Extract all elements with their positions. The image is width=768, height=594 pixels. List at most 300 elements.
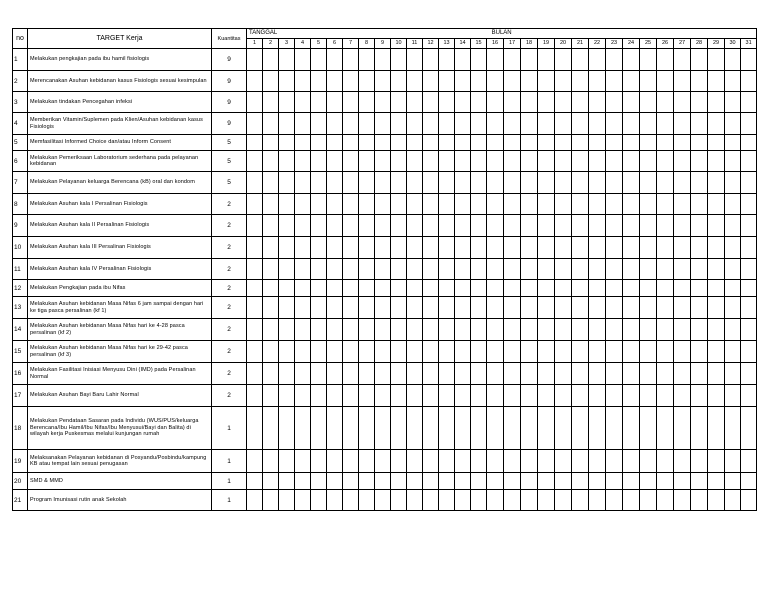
day-cell[interactable] — [343, 280, 359, 297]
day-cell[interactable] — [521, 92, 538, 113]
day-cell[interactable] — [691, 341, 708, 363]
day-cell[interactable] — [555, 237, 572, 259]
day-cell[interactable] — [295, 135, 311, 151]
day-cell[interactable] — [375, 135, 391, 151]
day-cell[interactable] — [439, 341, 455, 363]
day-cell[interactable] — [708, 92, 725, 113]
day-cell[interactable] — [455, 280, 471, 297]
day-cell[interactable] — [606, 49, 623, 71]
day-cell[interactable] — [471, 194, 487, 215]
day-cell[interactable] — [725, 385, 741, 407]
day-cell[interactable] — [521, 341, 538, 363]
day-cell[interactable] — [471, 363, 487, 385]
day-cell[interactable] — [555, 113, 572, 135]
day-cell[interactable] — [375, 151, 391, 172]
day-cell[interactable] — [487, 92, 504, 113]
day-cell[interactable] — [691, 71, 708, 92]
day-cell[interactable] — [311, 172, 327, 194]
day-cell[interactable] — [487, 194, 504, 215]
day-cell[interactable] — [487, 490, 504, 511]
day-cell[interactable] — [279, 363, 295, 385]
day-cell[interactable] — [521, 490, 538, 511]
day-cell[interactable] — [391, 215, 407, 237]
day-cell[interactable] — [311, 473, 327, 490]
day-cell[interactable] — [279, 194, 295, 215]
day-cell[interactable] — [725, 49, 741, 71]
day-cell[interactable] — [725, 215, 741, 237]
day-cell[interactable] — [521, 135, 538, 151]
day-cell[interactable] — [674, 172, 691, 194]
day-cell[interactable] — [407, 49, 423, 71]
day-cell[interactable] — [589, 319, 606, 341]
day-cell[interactable] — [572, 407, 589, 450]
day-cell[interactable] — [572, 172, 589, 194]
day-cell[interactable] — [741, 259, 757, 280]
day-cell[interactable] — [343, 194, 359, 215]
day-cell[interactable] — [247, 151, 263, 172]
day-cell[interactable] — [708, 194, 725, 215]
day-cell[interactable] — [423, 194, 439, 215]
day-cell[interactable] — [247, 113, 263, 135]
day-cell[interactable] — [657, 151, 674, 172]
day-cell[interactable] — [538, 407, 555, 450]
day-cell[interactable] — [439, 363, 455, 385]
day-cell[interactable] — [343, 259, 359, 280]
day-cell[interactable] — [407, 215, 423, 237]
day-cell[interactable] — [263, 341, 279, 363]
day-cell[interactable] — [555, 92, 572, 113]
day-cell[interactable] — [327, 280, 343, 297]
day-cell[interactable] — [375, 450, 391, 473]
day-cell[interactable] — [359, 151, 375, 172]
day-cell[interactable] — [343, 71, 359, 92]
day-cell[interactable] — [589, 71, 606, 92]
day-cell[interactable] — [623, 280, 640, 297]
day-cell[interactable] — [674, 194, 691, 215]
day-cell[interactable] — [674, 92, 691, 113]
day-cell[interactable] — [725, 237, 741, 259]
day-cell[interactable] — [674, 49, 691, 71]
day-cell[interactable] — [343, 215, 359, 237]
day-cell[interactable] — [572, 259, 589, 280]
day-cell[interactable] — [407, 194, 423, 215]
day-cell[interactable] — [247, 237, 263, 259]
day-cell[interactable] — [708, 385, 725, 407]
day-cell[interactable] — [725, 319, 741, 341]
day-cell[interactable] — [327, 113, 343, 135]
day-cell[interactable] — [487, 319, 504, 341]
day-cell[interactable] — [407, 297, 423, 319]
day-cell[interactable] — [640, 92, 657, 113]
day-cell[interactable] — [295, 92, 311, 113]
day-cell[interactable] — [623, 151, 640, 172]
day-cell[interactable] — [247, 49, 263, 71]
day-cell[interactable] — [487, 297, 504, 319]
day-cell[interactable] — [521, 319, 538, 341]
day-cell[interactable] — [295, 297, 311, 319]
day-cell[interactable] — [439, 194, 455, 215]
day-cell[interactable] — [263, 319, 279, 341]
day-cell[interactable] — [623, 363, 640, 385]
day-cell[interactable] — [279, 341, 295, 363]
day-cell[interactable] — [391, 319, 407, 341]
day-cell[interactable] — [455, 259, 471, 280]
day-cell[interactable] — [572, 280, 589, 297]
day-cell[interactable] — [708, 280, 725, 297]
day-cell[interactable] — [606, 450, 623, 473]
day-cell[interactable] — [555, 319, 572, 341]
day-cell[interactable] — [657, 259, 674, 280]
day-cell[interactable] — [589, 407, 606, 450]
day-cell[interactable] — [606, 385, 623, 407]
day-cell[interactable] — [311, 280, 327, 297]
day-cell[interactable] — [359, 259, 375, 280]
day-cell[interactable] — [504, 280, 521, 297]
day-cell[interactable] — [311, 135, 327, 151]
day-cell[interactable] — [263, 49, 279, 71]
day-cell[interactable] — [606, 259, 623, 280]
day-cell[interactable] — [359, 319, 375, 341]
day-cell[interactable] — [725, 407, 741, 450]
day-cell[interactable] — [708, 297, 725, 319]
day-cell[interactable] — [606, 363, 623, 385]
day-cell[interactable] — [657, 215, 674, 237]
day-cell[interactable] — [708, 259, 725, 280]
day-cell[interactable] — [691, 280, 708, 297]
day-cell[interactable] — [375, 407, 391, 450]
day-cell[interactable] — [327, 490, 343, 511]
day-cell[interactable] — [407, 237, 423, 259]
day-cell[interactable] — [439, 71, 455, 92]
day-cell[interactable] — [674, 450, 691, 473]
day-cell[interactable] — [407, 473, 423, 490]
day-cell[interactable] — [657, 92, 674, 113]
day-cell[interactable] — [657, 473, 674, 490]
day-cell[interactable] — [327, 151, 343, 172]
day-cell[interactable] — [708, 135, 725, 151]
day-cell[interactable] — [311, 92, 327, 113]
day-cell[interactable] — [623, 341, 640, 363]
day-cell[interactable] — [708, 172, 725, 194]
day-cell[interactable] — [343, 319, 359, 341]
day-cell[interactable] — [391, 135, 407, 151]
day-cell[interactable] — [555, 215, 572, 237]
day-cell[interactable] — [640, 259, 657, 280]
day-cell[interactable] — [725, 113, 741, 135]
day-cell[interactable] — [555, 450, 572, 473]
day-cell[interactable] — [455, 319, 471, 341]
day-cell[interactable] — [741, 280, 757, 297]
day-cell[interactable] — [504, 297, 521, 319]
day-cell[interactable] — [538, 135, 555, 151]
day-cell[interactable] — [407, 259, 423, 280]
day-cell[interactable] — [538, 237, 555, 259]
day-cell[interactable] — [391, 259, 407, 280]
day-cell[interactable] — [606, 92, 623, 113]
day-cell[interactable] — [741, 473, 757, 490]
day-cell[interactable] — [391, 473, 407, 490]
day-cell[interactable] — [279, 172, 295, 194]
day-cell[interactable] — [657, 385, 674, 407]
day-cell[interactable] — [263, 151, 279, 172]
day-cell[interactable] — [471, 341, 487, 363]
day-cell[interactable] — [674, 341, 691, 363]
day-cell[interactable] — [487, 71, 504, 92]
day-cell[interactable] — [455, 363, 471, 385]
day-cell[interactable] — [455, 341, 471, 363]
day-cell[interactable] — [471, 490, 487, 511]
day-cell[interactable] — [311, 194, 327, 215]
day-cell[interactable] — [657, 363, 674, 385]
day-cell[interactable] — [487, 113, 504, 135]
day-cell[interactable] — [327, 172, 343, 194]
day-cell[interactable] — [623, 297, 640, 319]
day-cell[interactable] — [247, 490, 263, 511]
day-cell[interactable] — [359, 341, 375, 363]
day-cell[interactable] — [295, 151, 311, 172]
day-cell[interactable] — [504, 113, 521, 135]
day-cell[interactable] — [439, 280, 455, 297]
day-cell[interactable] — [295, 450, 311, 473]
day-cell[interactable] — [538, 341, 555, 363]
day-cell[interactable] — [455, 135, 471, 151]
day-cell[interactable] — [311, 341, 327, 363]
day-cell[interactable] — [327, 341, 343, 363]
day-cell[interactable] — [725, 280, 741, 297]
day-cell[interactable] — [725, 194, 741, 215]
day-cell[interactable] — [657, 71, 674, 92]
day-cell[interactable] — [521, 71, 538, 92]
day-cell[interactable] — [691, 363, 708, 385]
day-cell[interactable] — [725, 135, 741, 151]
day-cell[interactable] — [279, 259, 295, 280]
day-cell[interactable] — [295, 280, 311, 297]
day-cell[interactable] — [691, 172, 708, 194]
day-cell[interactable] — [555, 49, 572, 71]
day-cell[interactable] — [247, 473, 263, 490]
day-cell[interactable] — [263, 237, 279, 259]
day-cell[interactable] — [311, 259, 327, 280]
day-cell[interactable] — [295, 259, 311, 280]
day-cell[interactable] — [657, 490, 674, 511]
day-cell[interactable] — [691, 473, 708, 490]
day-cell[interactable] — [391, 172, 407, 194]
day-cell[interactable] — [471, 237, 487, 259]
day-cell[interactable] — [640, 215, 657, 237]
day-cell[interactable] — [455, 473, 471, 490]
day-cell[interactable] — [423, 297, 439, 319]
day-cell[interactable] — [606, 341, 623, 363]
day-cell[interactable] — [504, 172, 521, 194]
day-cell[interactable] — [359, 113, 375, 135]
day-cell[interactable] — [504, 71, 521, 92]
day-cell[interactable] — [407, 151, 423, 172]
day-cell[interactable] — [343, 237, 359, 259]
day-cell[interactable] — [589, 135, 606, 151]
day-cell[interactable] — [657, 319, 674, 341]
day-cell[interactable] — [640, 194, 657, 215]
day-cell[interactable] — [555, 172, 572, 194]
day-cell[interactable] — [589, 215, 606, 237]
day-cell[interactable] — [555, 407, 572, 450]
day-cell[interactable] — [487, 135, 504, 151]
day-cell[interactable] — [455, 450, 471, 473]
day-cell[interactable] — [343, 407, 359, 450]
day-cell[interactable] — [640, 280, 657, 297]
day-cell[interactable] — [589, 363, 606, 385]
day-cell[interactable] — [572, 297, 589, 319]
day-cell[interactable] — [263, 113, 279, 135]
day-cell[interactable] — [295, 363, 311, 385]
day-cell[interactable] — [589, 237, 606, 259]
day-cell[interactable] — [741, 237, 757, 259]
day-cell[interactable] — [674, 151, 691, 172]
day-cell[interactable] — [279, 113, 295, 135]
day-cell[interactable] — [674, 237, 691, 259]
day-cell[interactable] — [623, 215, 640, 237]
day-cell[interactable] — [327, 450, 343, 473]
day-cell[interactable] — [279, 280, 295, 297]
day-cell[interactable] — [439, 92, 455, 113]
day-cell[interactable] — [572, 450, 589, 473]
day-cell[interactable] — [455, 385, 471, 407]
day-cell[interactable] — [555, 259, 572, 280]
day-cell[interactable] — [263, 135, 279, 151]
day-cell[interactable] — [263, 194, 279, 215]
day-cell[interactable] — [407, 113, 423, 135]
day-cell[interactable] — [263, 490, 279, 511]
day-cell[interactable] — [741, 297, 757, 319]
day-cell[interactable] — [455, 297, 471, 319]
day-cell[interactable] — [359, 135, 375, 151]
day-cell[interactable] — [725, 473, 741, 490]
day-cell[interactable] — [455, 215, 471, 237]
day-cell[interactable] — [657, 341, 674, 363]
day-cell[interactable] — [407, 385, 423, 407]
day-cell[interactable] — [471, 92, 487, 113]
day-cell[interactable] — [455, 172, 471, 194]
day-cell[interactable] — [471, 113, 487, 135]
day-cell[interactable] — [487, 473, 504, 490]
day-cell[interactable] — [606, 215, 623, 237]
day-cell[interactable] — [327, 194, 343, 215]
day-cell[interactable] — [471, 49, 487, 71]
day-cell[interactable] — [640, 407, 657, 450]
day-cell[interactable] — [343, 385, 359, 407]
day-cell[interactable] — [439, 49, 455, 71]
day-cell[interactable] — [295, 113, 311, 135]
day-cell[interactable] — [327, 363, 343, 385]
day-cell[interactable] — [555, 363, 572, 385]
day-cell[interactable] — [521, 237, 538, 259]
day-cell[interactable] — [589, 385, 606, 407]
day-cell[interactable] — [708, 215, 725, 237]
day-cell[interactable] — [589, 450, 606, 473]
day-cell[interactable] — [521, 473, 538, 490]
day-cell[interactable] — [521, 407, 538, 450]
day-cell[interactable] — [538, 92, 555, 113]
day-cell[interactable] — [674, 71, 691, 92]
day-cell[interactable] — [471, 172, 487, 194]
day-cell[interactable] — [708, 71, 725, 92]
day-cell[interactable] — [487, 363, 504, 385]
day-cell[interactable] — [311, 363, 327, 385]
day-cell[interactable] — [375, 259, 391, 280]
day-cell[interactable] — [606, 135, 623, 151]
day-cell[interactable] — [487, 237, 504, 259]
day-cell[interactable] — [359, 49, 375, 71]
day-cell[interactable] — [423, 71, 439, 92]
day-cell[interactable] — [606, 71, 623, 92]
day-cell[interactable] — [423, 49, 439, 71]
day-cell[interactable] — [391, 280, 407, 297]
day-cell[interactable] — [263, 215, 279, 237]
day-cell[interactable] — [623, 237, 640, 259]
day-cell[interactable] — [538, 473, 555, 490]
day-cell[interactable] — [279, 450, 295, 473]
day-cell[interactable] — [538, 194, 555, 215]
day-cell[interactable] — [343, 341, 359, 363]
day-cell[interactable] — [359, 363, 375, 385]
day-cell[interactable] — [423, 259, 439, 280]
day-cell[interactable] — [407, 135, 423, 151]
day-cell[interactable] — [606, 319, 623, 341]
day-cell[interactable] — [343, 151, 359, 172]
day-cell[interactable] — [572, 215, 589, 237]
day-cell[interactable] — [674, 385, 691, 407]
day-cell[interactable] — [423, 341, 439, 363]
day-cell[interactable] — [623, 385, 640, 407]
day-cell[interactable] — [375, 385, 391, 407]
day-cell[interactable] — [589, 297, 606, 319]
day-cell[interactable] — [741, 215, 757, 237]
day-cell[interactable] — [375, 49, 391, 71]
day-cell[interactable] — [623, 319, 640, 341]
day-cell[interactable] — [311, 407, 327, 450]
day-cell[interactable] — [504, 385, 521, 407]
day-cell[interactable] — [279, 71, 295, 92]
day-cell[interactable] — [359, 172, 375, 194]
day-cell[interactable] — [391, 407, 407, 450]
day-cell[interactable] — [623, 71, 640, 92]
day-cell[interactable] — [691, 385, 708, 407]
day-cell[interactable] — [439, 259, 455, 280]
day-cell[interactable] — [327, 385, 343, 407]
day-cell[interactable] — [487, 407, 504, 450]
day-cell[interactable] — [538, 450, 555, 473]
day-cell[interactable] — [623, 259, 640, 280]
day-cell[interactable] — [640, 341, 657, 363]
day-cell[interactable] — [407, 341, 423, 363]
day-cell[interactable] — [708, 151, 725, 172]
day-cell[interactable] — [691, 194, 708, 215]
day-cell[interactable] — [423, 92, 439, 113]
day-cell[interactable] — [640, 363, 657, 385]
day-cell[interactable] — [623, 473, 640, 490]
day-cell[interactable] — [521, 280, 538, 297]
day-cell[interactable] — [455, 49, 471, 71]
day-cell[interactable] — [343, 450, 359, 473]
day-cell[interactable] — [504, 450, 521, 473]
day-cell[interactable] — [538, 172, 555, 194]
day-cell[interactable] — [375, 297, 391, 319]
day-cell[interactable] — [311, 297, 327, 319]
day-cell[interactable] — [708, 341, 725, 363]
day-cell[interactable] — [247, 71, 263, 92]
day-cell[interactable] — [391, 450, 407, 473]
day-cell[interactable] — [439, 237, 455, 259]
day-cell[interactable] — [741, 490, 757, 511]
